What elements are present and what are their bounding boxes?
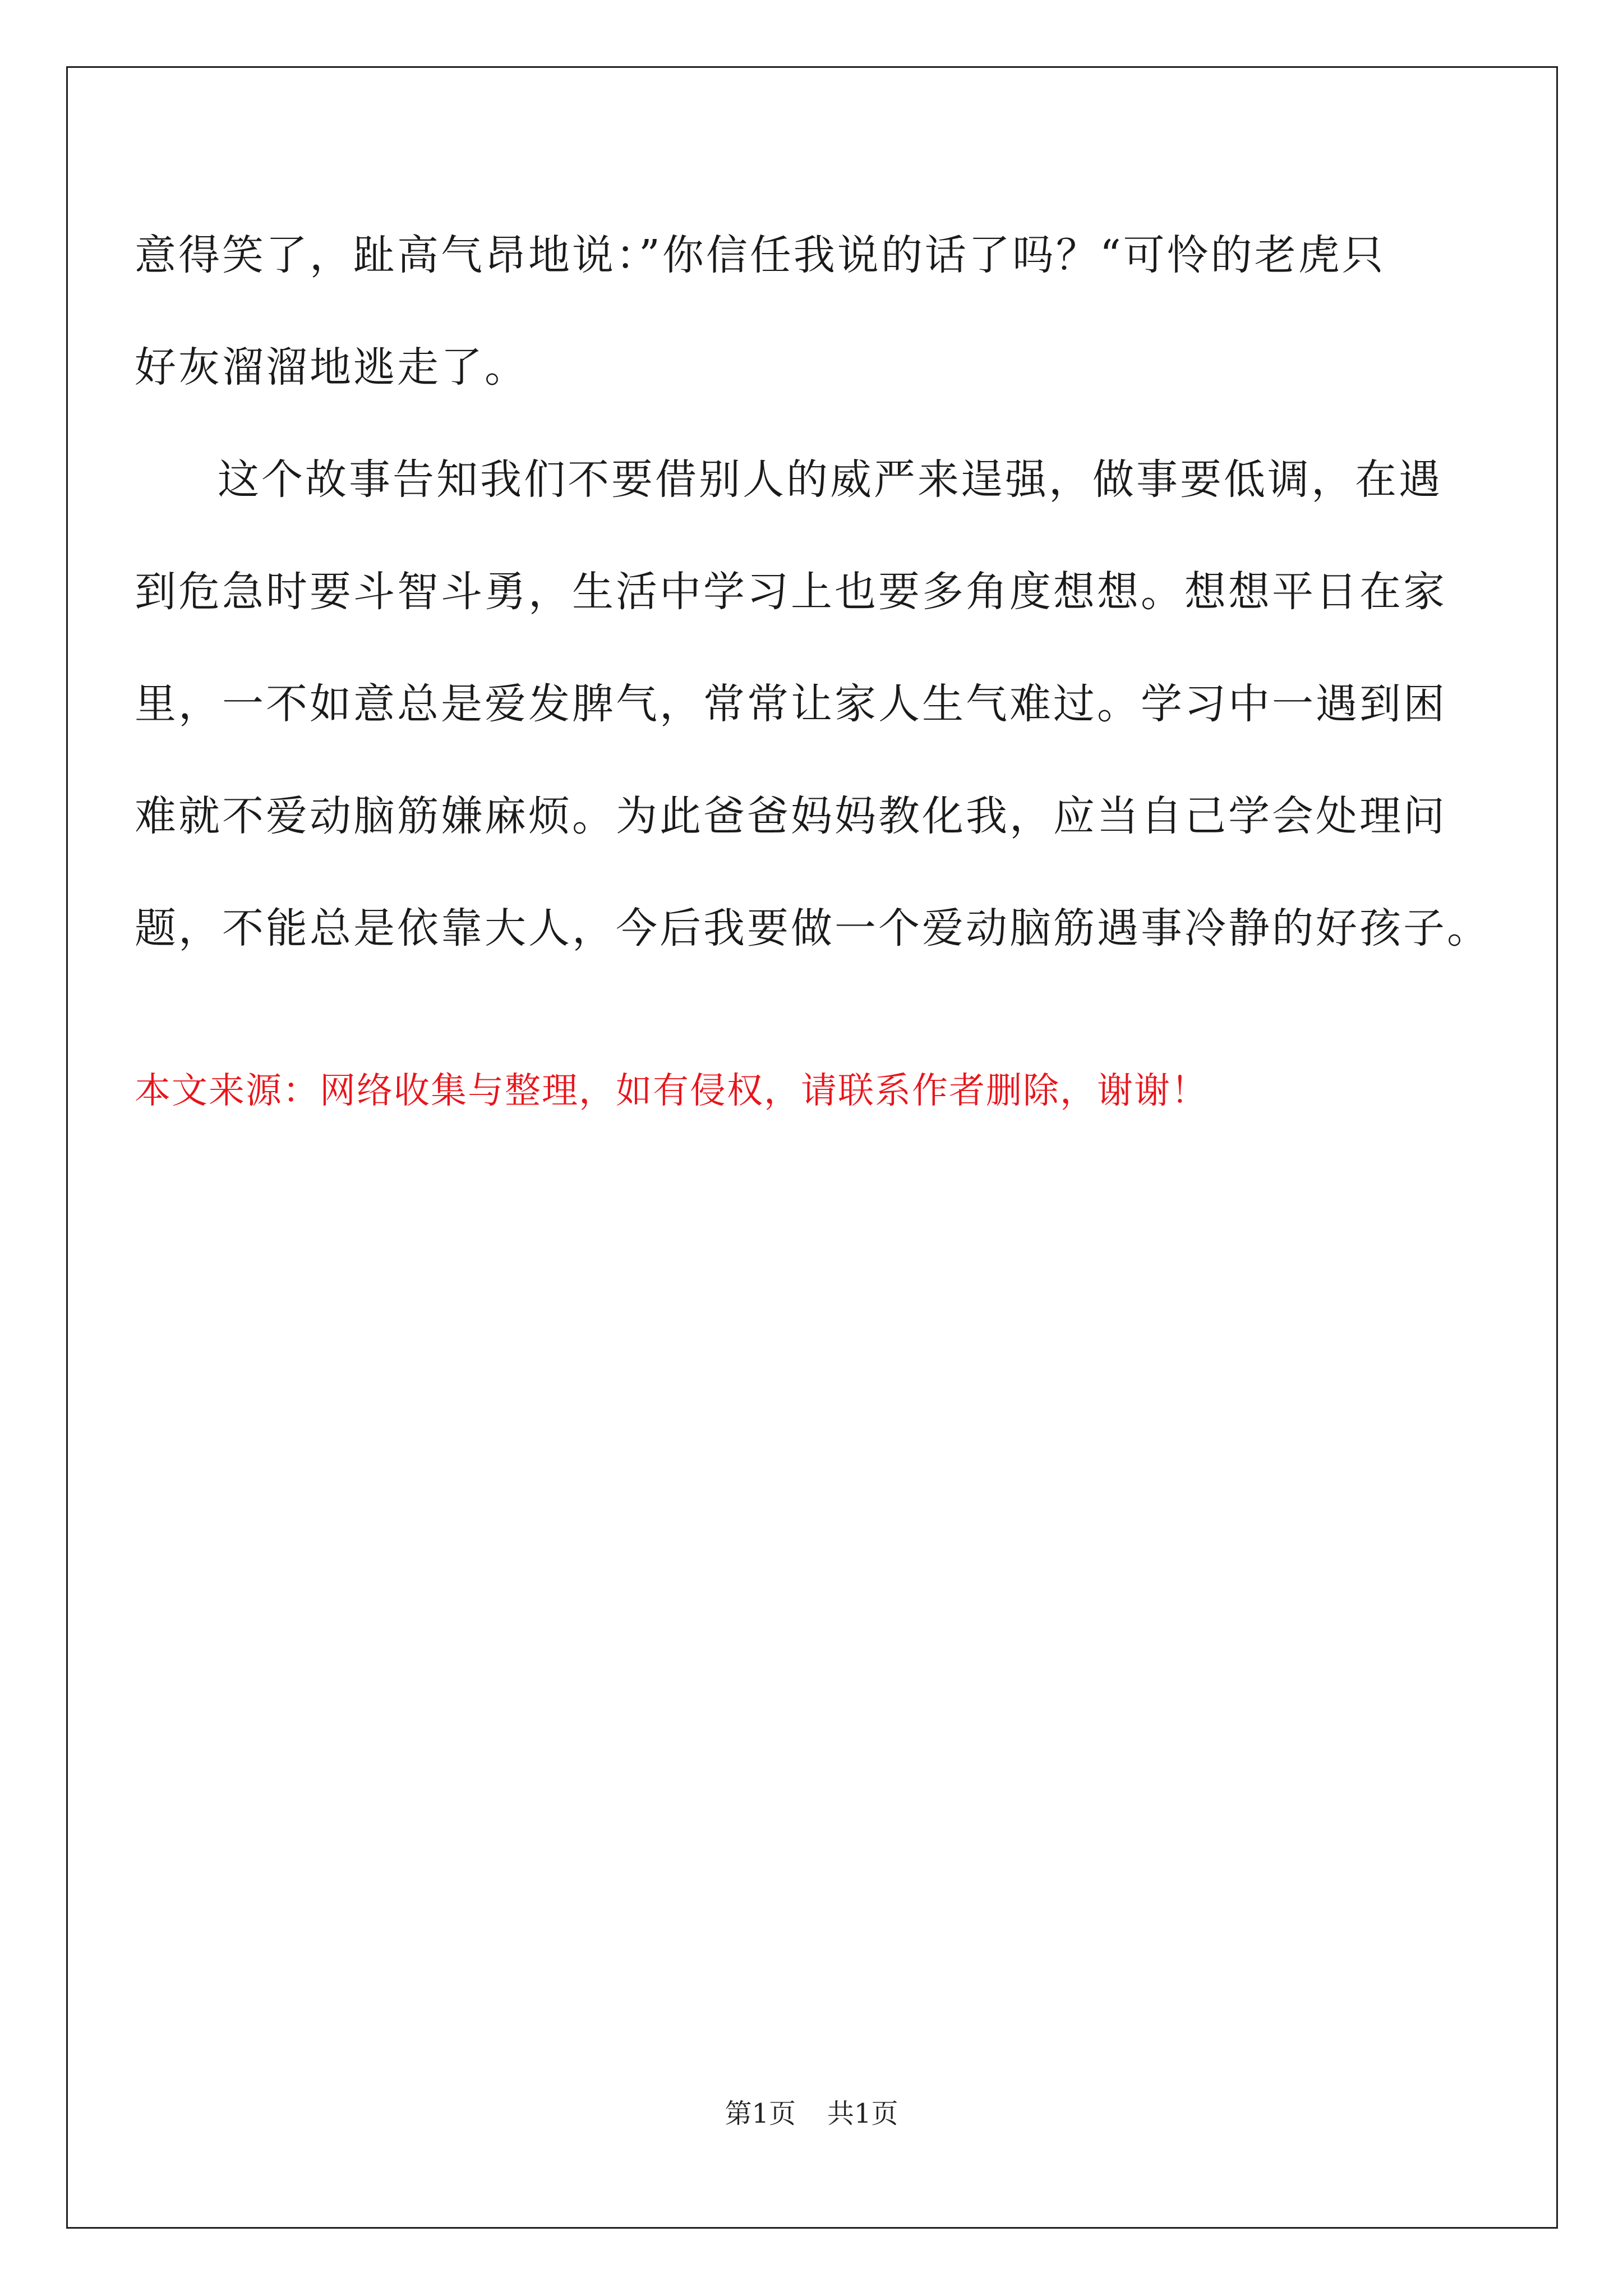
text-line: 题，不能总是依靠大人，今后我要做一个爱动脑筋遇事冷静的好孩子。 bbox=[135, 904, 1491, 953]
text-line: 里，一不如意总是爱发脾气，常常让家人生气难过。学习中一遇到困 bbox=[135, 680, 1447, 728]
paragraph-1 bbox=[135, 199, 1430, 424]
text-line: 好灰溜溜地逃走了。 bbox=[135, 343, 528, 392]
source-note: 本文来源：网络收集与整理，如有侵权，请联系作者删除，谢谢！ bbox=[135, 1070, 1208, 1112]
paragraph-2 bbox=[135, 424, 1491, 984]
text-line: 意得笑了，趾高气昂地说：”你信任我说的话了吗？“可怜的老虎只 bbox=[135, 231, 1386, 279]
text-line: 难就不爱动脑筋嫌麻烦。为此爸爸妈妈教化我，应当自己学会处理问 bbox=[135, 792, 1447, 840]
page-total: 共1页 bbox=[827, 2098, 898, 2129]
page-footer bbox=[0, 2097, 1623, 2131]
text-line: 这个故事告知我们不要借别人的威严来逞强，做事要低调，在遇 bbox=[218, 455, 1442, 504]
page-number: 第1页 bbox=[725, 2098, 796, 2129]
text-line: 到危急时要斗智斗勇，生活中学习上也要多角度想想。想想平日在家 bbox=[135, 568, 1447, 616]
document-body bbox=[135, 199, 1491, 984]
